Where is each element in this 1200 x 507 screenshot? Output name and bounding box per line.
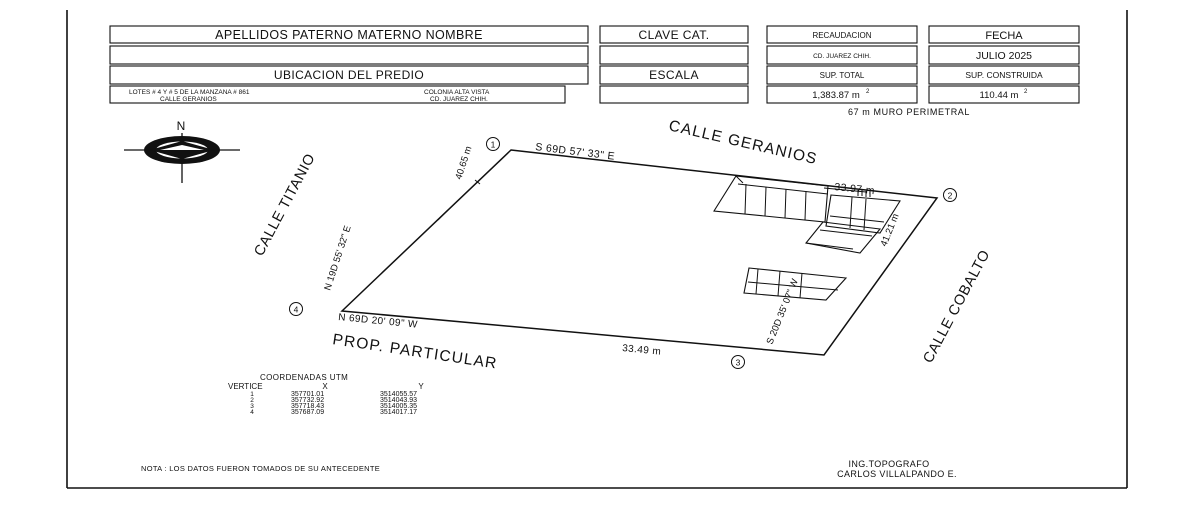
- coord-row-1-y: 3514055.57: [380, 391, 417, 398]
- colonia-text: COLONIA ALTA VISTA: [424, 89, 490, 96]
- coord-row-3-x: 357718.43: [291, 403, 325, 410]
- distance-1-2: 33.97 m: [833, 181, 876, 198]
- coord-row-1-x: 357701.01: [291, 391, 325, 398]
- coord-row-2-x: 357732.92: [291, 397, 325, 404]
- construction-upper-left: [714, 176, 828, 222]
- street-north: CALLE GERANIOS: [667, 117, 820, 169]
- distance-3-4: 33.49 m: [621, 343, 662, 358]
- vertex-marker-4: [290, 303, 303, 316]
- north-arrow-icon: [124, 119, 240, 183]
- coord-header-x: X: [322, 382, 328, 391]
- clave-cat-label: CLAVE CAT.: [638, 28, 710, 42]
- surveyor-title: ING.TOPOGRAFO: [848, 459, 930, 469]
- lotes-text: LOTES # 4 Y # 5 DE LA MANZANA # 861: [129, 89, 250, 96]
- nombres-value-cell: [110, 46, 588, 64]
- calle-text: CALLE GERANIOS: [160, 96, 217, 103]
- fecha-value: JULIO 2025: [975, 50, 1033, 62]
- sup-construida-value: 110.44 m: [979, 90, 1019, 101]
- coord-row-4-vertex: 4: [250, 409, 254, 416]
- coord-header-y: Y: [418, 382, 424, 391]
- street-south: PROP. PARTICULAR: [331, 331, 499, 373]
- bearing-1-2: S 69D 57' 33" E: [534, 141, 616, 163]
- coord-header-vertice: VERTICE: [228, 382, 263, 391]
- surveyor-name: CARLOS VILLALPANDO E.: [837, 469, 957, 479]
- ubicacion-title: UBICACION DEL PREDIO: [273, 68, 425, 82]
- distance-4-1: 40.65 m: [453, 144, 475, 181]
- north-label: N: [176, 119, 186, 133]
- escala-label: ESCALA: [649, 68, 699, 82]
- street-east: CALLE COBALTO: [920, 247, 994, 366]
- coordinates-title: COORDENADAS UTM: [260, 373, 349, 382]
- vertex-label-1: 1: [490, 139, 496, 150]
- vertex-label-2: 2: [947, 190, 953, 201]
- clave-cat-value-cell: [600, 46, 748, 64]
- vertex-label-3: 3: [735, 357, 741, 368]
- coord-row-4-x: 357687.09: [291, 409, 325, 416]
- title-block: [110, 26, 1079, 117]
- muro-perimetral: 67 m MURO PERIMETRAL: [848, 107, 971, 117]
- sup-construida-label: SUP. CONSTRUIDA: [965, 70, 1043, 80]
- ciudad2-text: CD. JUAREZ CHIH.: [430, 96, 488, 103]
- lot-polygon: [342, 150, 937, 355]
- fecha-label: FECHA: [985, 30, 1023, 42]
- coord-row-3-y: 3514005.35: [380, 403, 417, 410]
- sup-total-value: 1,383.87 m: [812, 90, 860, 101]
- sup-total-label: SUP. TOTAL: [819, 71, 865, 80]
- ciudad-label: CD. JUAREZ CHIH.: [813, 53, 871, 60]
- distance-2-3: 41.21 m: [878, 212, 902, 249]
- street-west: CALLE TITANIO: [251, 151, 319, 259]
- vertex-marker-3: [732, 356, 745, 369]
- sup-total-exponent: 2: [866, 89, 870, 95]
- note-text: NOTA : LOS DATOS FUERON TOMADOS DE SU ANTECEDENTE: [141, 464, 381, 473]
- coord-row-2-y: 3514043.93: [380, 397, 417, 404]
- vertex-marker-2: [944, 189, 957, 202]
- recaudacion-label: RECAUDACION: [812, 31, 872, 40]
- coordinates-table: [228, 373, 424, 416]
- coord-row-2-vertex: 2: [250, 397, 254, 404]
- sup-construida-exponent: 2: [1024, 89, 1028, 95]
- bearing-3-4: N 69D 20' 09" W: [337, 312, 419, 331]
- coord-row-1-vertex: 1: [250, 391, 254, 398]
- vertex-label-4: 4: [293, 304, 299, 315]
- bearing-2-3: S 20D 35' 07" W: [764, 277, 801, 347]
- vertex-marker-1: [487, 138, 500, 151]
- coord-row-4-y: 3514017.17: [380, 409, 417, 416]
- escala-value-cell: [600, 86, 748, 103]
- bearing-4-1: N 19D 55' 32" E: [322, 224, 354, 292]
- nombres-title: APELLIDOS PATERNO MATERNO NOMBRE: [215, 28, 483, 42]
- coord-row-3-vertex: 3: [250, 403, 254, 410]
